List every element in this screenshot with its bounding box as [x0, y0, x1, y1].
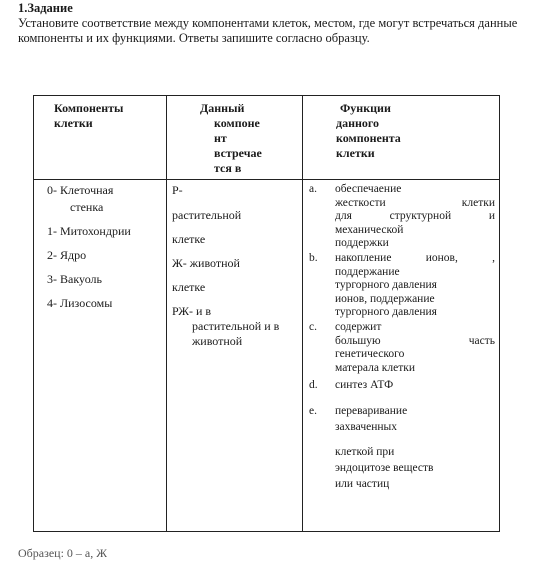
matching-table: [33, 95, 500, 532]
location-line: растительной: [172, 208, 242, 222]
location-cell: [166, 96, 302, 531]
component-item: 3- Вакуоль: [47, 272, 102, 286]
task-instruction: Установите соответствие между компонентами клеток, местом, где могут встречаться данные компоненты и их функциями. Ответы запишите согласно образцу.: [18, 16, 518, 45]
component-item: 1- Митохондрии: [47, 224, 131, 238]
header-components: Компоненты клетки: [54, 101, 124, 130]
component-item: 2- Ядро: [47, 248, 87, 262]
location-line: Р-: [172, 183, 183, 197]
component-item: 4- Лизосомы: [47, 296, 113, 310]
task-title: 1.Задание: [18, 1, 73, 15]
answer-sample: Образец: 0 – а, Ж: [18, 546, 107, 560]
header-functions: Функции данного компонента клетки: [336, 101, 401, 160]
location-line: Ж- животной: [172, 256, 240, 270]
functions-cell: a. обеспечаение жесткости клетки для структурной и механической поддержки b. накопление ионов, , поддержание тургорного давления ионов, поддержание тургорного давления c. содержит большую часть генетического матерала клетки d. синтез АТФ e. переваривание захваченных клеткой при эндоцитозе веществ или частиц: [309, 183, 495, 490]
component-item: стенка: [70, 200, 104, 214]
component-item: 0- Клеточная: [47, 183, 114, 197]
location-line: растительной и в: [192, 319, 280, 333]
location-line: клетке: [172, 280, 206, 294]
location-line: клетке: [172, 232, 206, 246]
location-line: животной: [192, 334, 243, 348]
location-line: РЖ- и в: [172, 304, 212, 318]
header-location: Данный компоне нт встречае тся в: [200, 101, 262, 175]
